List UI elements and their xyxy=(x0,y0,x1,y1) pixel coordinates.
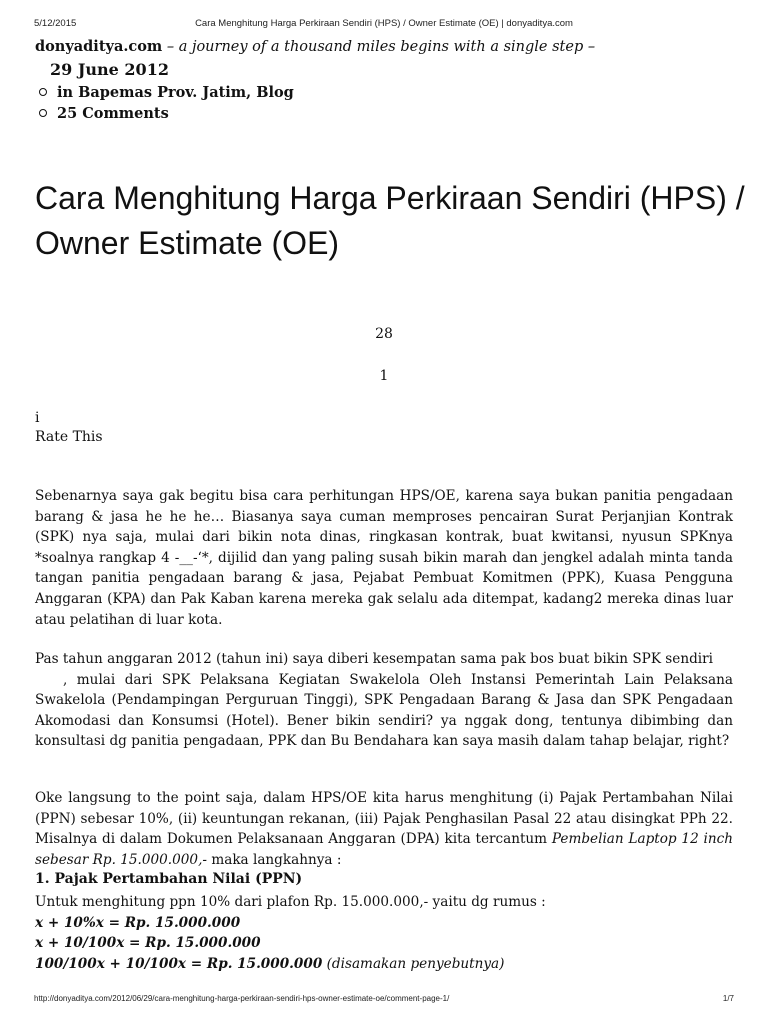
rating-info-icon[interactable]: i xyxy=(35,410,40,426)
site-header xyxy=(35,38,595,55)
print-url: http://donyaditya.com/2012/06/29/cara-menghitung-harga-perkiraan-sendiri-hps-owner-estimate-oe/comment-page-1/ xyxy=(34,994,450,1003)
paragraph-steps: Oke langsung to the point saja, dalam HPS/OE kita harus menghitung (i) Pajak Pertambahan Nilai (PPN) sebesar 10%, (ii) keuntungan rekanan, (iii) Pajak Penghasilan Pasal 22 atau disingkat PPh 22. Misalnya di dalam Dokumen Pelaksanaan Anggaran (DPA) kita tercantum Pembelian Laptop 12 inch sebesar Rp. 15.000.000,- maka langkahnya : xyxy=(35,790,733,868)
formula-line-2: x + 10/100x = Rp. 15.000.000 xyxy=(35,935,261,952)
section-heading-ppn: 1. Pajak Pertambahan Nilai (PPN) xyxy=(35,871,303,887)
formula-line-3: 100/100x + 10/100x = Rp. 15.000.000 xyxy=(35,955,323,972)
formula-line-1: x + 10%x = Rp. 15.000.000 xyxy=(35,914,241,931)
circle-bullet-icon xyxy=(39,109,47,117)
paragraph-spk: Pas tahun anggaran 2012 (tahun ini) saya diberi kesempatan sama pak bos buat bikin SPK sendiri , mulai dari SPK Pelaksana Kegiatan Swakelola Oleh Instansi Pemerintah Lain Pelaksana Swakelola (Pendampingan Perguruan Tinggi), SPK Pengadaan Barang & Jasa dan SPK Pengadaan Akomodasi dan Konsumsi (Hotel). Bener bikin sendiri? ya nggak dong, tentunya dibimbing dan konsultasi dg panitia pengadaan, PPK dan Bu Bendahara kan saya masih dalam tahap belajar, right? xyxy=(35,651,733,750)
print-date: 5/12/2015 xyxy=(34,18,77,29)
paragraph-intro: Sebenarnya saya gak begitu bisa cara perhitungan HPS/OE, karena saya bukan panitia pengadaan barang & jasa he he he… Biasanya saya cuman memproses pencairan Surat Perjanjian Kontrak (SPK) nya saja, mulai dari bikin nota dinas, ringkasan kontrak, buat kwitansi, nyusun SPKnya *soalnya rangkap 4 -__-‘*, dijilid dan yang paling susah bikin marah dan jengkel adalah minta tanda tangan panitia pengadaan barang & jasa, Pejabat Pembuat Komitmen (PPK), Kuasa Pengguna Anggaran (KPA) dan Pak Kaban karena mereka gak selalu ada ditempat, kadang2 mereka dinas luar atau pelatihan di luar kota. xyxy=(35,488,733,628)
post-meta-list xyxy=(35,82,294,124)
post-date: 29 June 2012 xyxy=(50,60,169,79)
print-page-title: Cara Menghitung Harga Perkiraan Sendiri (HPS) / Owner Estimate (OE) | donyaditya.com xyxy=(195,18,573,29)
post-categories[interactable]: in Bapemas Prov. Jatim, Blog xyxy=(35,82,294,103)
circle-bullet-icon xyxy=(39,88,47,96)
print-page-number: 1/7 xyxy=(722,994,734,1003)
rate-this-link[interactable]: Rate This xyxy=(35,429,103,445)
post-title: Cara Menghitung Harga Perkiraan Sendiri (HPS) / Owner Estimate (OE) xyxy=(35,180,745,261)
ppn-intro: Untuk menghitung ppn 10% dari plafon Rp. 15.000.000,- yaitu dg rumus : xyxy=(35,894,546,910)
post-comments-link[interactable]: 25 Comments xyxy=(35,103,294,124)
site-tagline: – a journey of a thousand miles begins with a single step – xyxy=(162,39,596,55)
formula-note: (disamakan penyebutnya) xyxy=(322,955,505,972)
site-name-link[interactable]: donyaditya.com xyxy=(35,38,163,55)
rating-dislike-count[interactable]: 1 xyxy=(379,368,389,384)
rating-like-count[interactable]: 28 xyxy=(375,326,393,342)
formula-block xyxy=(35,892,733,974)
